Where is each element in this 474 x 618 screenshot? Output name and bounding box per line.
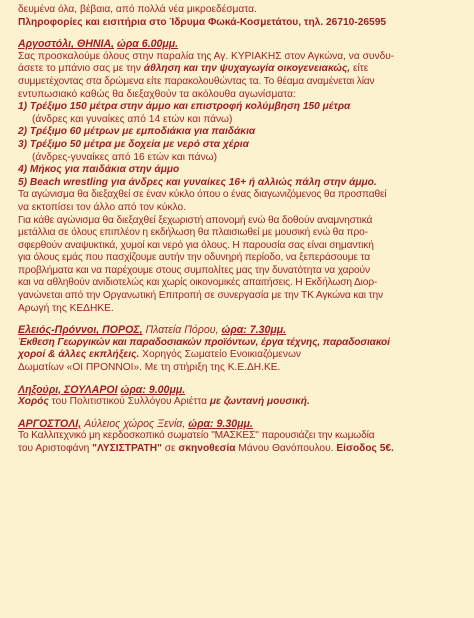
emphasis-text: Χορός [18,396,49,408]
paragraph-line: και να αθληθούν ανιδιοτελώς και χωρίς οικονομικές απαιτήσεις. Η Εκδήλωση Διορ- [18,277,378,289]
emphasis-text: σκηνοθεσία [178,443,236,454]
event-heading [18,38,460,51]
paragraph-line [18,349,460,362]
list-item-note: (άνδρες-γυναίκες από 16 ετών και πάνω) [32,151,218,163]
paragraph-line: Δωματίων «ΟΙ ΠΡΟΝΝΟΙ». Με τη στήριξη της Κ.Ε.ΔΗ.ΚΕ. [18,362,281,374]
list-item-note: (άνδρες και γυναίκες από 14 ετών και πάνω) [32,113,233,125]
emphasis-text: με ζωντανή μουσική. [209,396,310,408]
paragraph-line: για όλους εμάς που πασχίζουμε αυτήν την οδυνηρή περίοδο, να ξεπεράσουμε τα [18,252,370,264]
event-time: ώρα: 9.00μμ. [120,383,186,396]
event-argostoli-xenia [18,418,460,456]
event-place: Ελειός-Πρόννοι, ΠΟΡΟΣ, [18,324,143,337]
text-run: άσετε το μπάνιο σας με την [18,63,144,75]
list-item: 5) Beach wrestling για άνδρες και γυναίκες 16+ ή αλλιώς πάλη στην άμμο. [18,176,377,188]
event-place: Ληξούρι, ΣΟΥΛΑΡΟΙ [18,383,118,396]
event-heading [18,384,460,397]
event-heading [18,418,460,431]
text-run: σε [161,443,179,454]
list-item: 3) Τρέξιμο 50 μέτρα με δοχεία με νερό στα χέρια [18,138,249,150]
text-run: Μάνου Θανόπουλου. [235,443,337,454]
event-time: ώρα 6.00μμ. [117,38,179,51]
paragraph-line: να εκτοπίσει τον άλλο από τον κύκλο. [18,201,187,213]
event-venue: Αύλειος χώρος Ξενία, [84,417,186,430]
emphasis-text: χοροί & άλλες εκπλήξεις. [18,349,140,361]
event-lixouri [18,384,460,409]
text-run: του Πολιτιστικού Συλλόγου Αριέττα [48,396,210,408]
emphasis-text: άθληση και την ψυχαγωγία οικογενειακώς, [143,63,351,75]
event-poros [18,324,460,374]
text-run: είτε [350,63,369,75]
paragraph-line: Αρωγή της ΚΕΔΗΚΕ. [18,302,114,314]
list-item: 2) Τρέξιμο 60 μέτρων με εμποδιάκια για παιδάκια [18,126,256,138]
paragraph-line: μετάλλια σε όλους επιπλέον η εκδήλωση θα πλαισιωθεί με μουσική ενώ θα προ- [18,227,368,239]
text-run: Χορηγός Σωματείο Ενοικιαζόμενων [139,349,301,361]
event-argostoli-thinia [18,38,460,315]
entry-price: Είσοδος 5€. [336,443,394,454]
list-item: 4) Μήκος για παιδάκια στην άμμο [18,164,180,176]
paragraph-line: Σας προσκαλούμε όλους στην παραλία της Αγ. ΚΥΡΙΑΚΗΣ στον Αγκώνα, να συνδυ- [18,50,395,62]
play-title: "ΛΥΣΙΣΤΡΑΤΗ" [92,443,162,454]
paragraph-line: Έκθεση Γεωργικών και παραδοσιακών προϊόντων, έργα τέχνης, παραδοσιακοί [18,336,390,348]
info-line: Πληροφορίες και εισιτήρια στο Ίδρυμα Φωκά-Κοσμετάτου, τηλ. 26710-26595 [18,16,387,28]
paragraph-line: Το Καλλιτεχνικό μη κερδοσκοπικό σωματείο "ΜΑΣΚΕΣ" παρουσιάζει την κωμωδία [18,430,375,442]
text-run: του Αριστοφάνη [18,443,93,454]
paragraph-line: σφερθούν αναψυκτικά, χυμοί και νερό για όλους. Η παρουσία σας είναι σημαντική [18,239,374,251]
event-heading [18,324,460,337]
paragraph-line [18,443,460,456]
paragraph-line: εντυπωσιακό καθώς θα διεξαχθούν τα ακόλουθα αγωνίσματα: [18,88,296,100]
paragraph-line: Για κάθε αγώνισμα θα διεξαχθεί ξεχωριστή απονομή ενώ θα δοθούν αναμνηστικά [18,214,373,226]
paragraph-line: Τα αγώνισμα θα διεξαχθεί σε έναν κύκλο όπου ο ένας διαγωνιζόμενος θα προσπαθεί [18,189,387,201]
paragraph-line [18,63,460,76]
paragraph-line [18,396,460,409]
paragraph-line: συμμετέχοντας στα δρώμενα είτε παρακολουθώντας τα. Το θέαμα αναμένεται λίαν [18,75,375,87]
paragraph-line: προβλήματα και να παρέχουμε στους συμπολίτες μας την δυνατότητα να χαρούν [18,264,370,276]
intro-block [18,4,460,29]
event-place: Αργοστόλι, ΘΗΝΙΑ, [18,38,115,51]
intro-line: δευμένα όλα, βέβαια, από πολλά νέα μικροεδέσματα. [18,4,257,15]
event-time: ώρα: 9.30μμ. [188,417,253,430]
event-place: ΑΡΓΟΣΤΟΛΙ, [18,417,82,430]
list-item: 1) Τρέξιμο 150 μέτρα στην άμμο και επιστροφή κολύμβηση 150 μέτρα [18,101,351,113]
event-venue: Πλατεία Πόρου, [145,324,219,337]
paragraph-line: γανώνεται από την Οργανωτική Επιτροπή σε συνεργασία με την ΤΚ Αγκώνα και την [18,290,383,302]
event-time: ώρα: 7.30μμ. [221,324,287,337]
